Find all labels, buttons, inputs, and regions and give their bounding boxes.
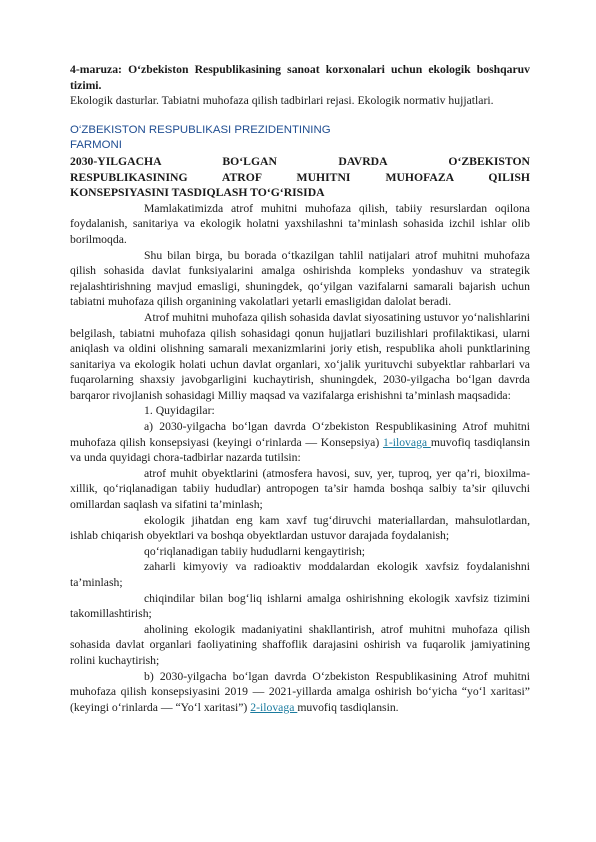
lecture-subtitle: Ekologik dasturlar. Tabiatni muhofaza qilish tadbirlari rejasi. Ekologik normativ hujjatlari. <box>70 94 494 108</box>
document-page <box>70 62 530 715</box>
paragraph: Shu bilan birga, bu borada o‘tkazilgan tahlil natijalari atrof muhitni muhofaza qilish sohasida davlat funksiyalarini amalga oshirishda kompleks yondashuv va strategik rejalashtirishning mavjud emasligi, shuningdek, qo‘yilgan vazifalarni samarali bajarish uchun tabiatni muhofaza qilish organining vakolatlari yetarli emasligidan dalolat beradi. <box>70 248 530 309</box>
annex-2-link[interactable]: 2-ilovaga <box>250 700 298 714</box>
decree-title-line-2: RESPUBLIKASINING ATROF MUHITNI MUHOFAZA QILISH <box>70 170 530 184</box>
paragraph <box>70 419 530 466</box>
list-item: zaharli kimyoviy va radioaktiv moddalardan ekologik xavfsiz foydalanishni ta’minlash; <box>70 560 530 589</box>
list-item: aholining ekologik madaniyatini shakllantirish, atrof muhitni muhofaza qilish sohasida davlat organlari faoliyatining shaffoflik darajasini oshirish va fuqarolik jamiyatining rolini kuchaytirish; <box>70 622 530 667</box>
paragraph-text: a) 2030-yilgacha bo‘lgan davrda O‘zbekiston Respublikasining Atrof muhitni muhofaza qilish konsepsiyasi (keyingi o‘rinlarda — Konsepsiya) <box>70 420 530 449</box>
decree-title-line-3: KONSEPSIYASINI TASDIQLASH TO‘G‘RISIDA <box>70 186 325 200</box>
list-item: qo‘riqlanadigan tabiiy hududlarni kengaytirish; <box>144 544 366 558</box>
lecture-heading: 4-maruza: O‘zbekiston Respublikasining sanoat korxonalari uchun ekologik boshqaruv tizimi. <box>70 63 530 92</box>
list-item: atrof muhit obyektlarini (atmosfera havosi, suv, yer, tuproq, yer qa’ri, bioxilma-xillik, qo‘riqlanadigan tabiiy hududlar) antropogen ta’sir hamda boshqa salbiy ta’sir qiluvchi omillardan saqlash va sifatini ta’minlash; <box>70 466 530 512</box>
decree-issuer: O‘ZBEKISTON RESPUBLIKASI PREZIDENTINING <box>70 123 331 136</box>
annex-1-link[interactable]: 1-ilovaga <box>382 435 431 449</box>
paragraph-text: b) 2030-yilgacha bo‘lgan davrda O‘zbekiston Respublikasining Atrof muhitni muhofaza qilish konsepsiyasini 2019 — 2021-yillarda amalga oshirish bo‘yicha “yo‘l xaritasi” (keyingi o‘rinlarda — “Yo‘l xaritasi”) <box>70 669 530 714</box>
decree-title-line-1: 2030-YILGACHA BO‘LGAN DAVRDA O‘ZBEKISTON <box>70 154 530 168</box>
paragraph-text: muvofiq tasdiqlansin. <box>297 700 399 714</box>
spacer <box>70 109 530 123</box>
paragraph: Atrof muhitni muhofaza qilish sohasida davlat siyosatining ustuvor yo‘nalishlarini belgilash, tabiatni muhofaza qilish sohasidagi qonun hujjatlari buzilishlari profilaktikasi, ularni aniqlash va oldini olishning samarali mexanizmlarini joriy etish, respublika aholi punktlarining sanitariya va ekologik holati uchun davlat organlari, xo‘jalik yurituvchi subyektlar rahbarlari va fuqarolarning shaxsiy javobgarligini kuchaytirish, shuningdek, 2030-yilgacha bo‘lgan davrda barqaror rivojlanish sohasidagi Milliy maqsad va vazifalarga erishishni ta’minlash maqsadida: <box>70 310 530 402</box>
decree-type: FARMONI <box>70 139 122 152</box>
list-item: ekologik jihatdan eng kam xavf tug‘diruvchi materiallardan, mahsulotlardan, ishlab chiqarish obyektlari va boshqa obyektlardan ustuvor darajada foydalanish; <box>70 513 530 543</box>
paragraph: Mamlakatimizda atrof muhitni muhofaza qilish, tabiiy resurslardan oqilona foydalanish, sanitariya va ekologik holatni yaxshilashni ta’minlash sohasida izchil ishlar olib borilmoqda. <box>70 201 530 246</box>
list-heading: 1. Quyidagilar: <box>144 404 215 418</box>
list-item: chiqindilar bilan bog‘liq ishlarni amalga oshirishning ekologik xavfsiz tizimini takomillashtirish; <box>70 591 530 621</box>
paragraph <box>70 669 530 716</box>
paragraph-text: muvofiq tasdiqlansin va unda quyidagi chora-tadbirlar nazarda tutilsin: <box>70 435 530 465</box>
